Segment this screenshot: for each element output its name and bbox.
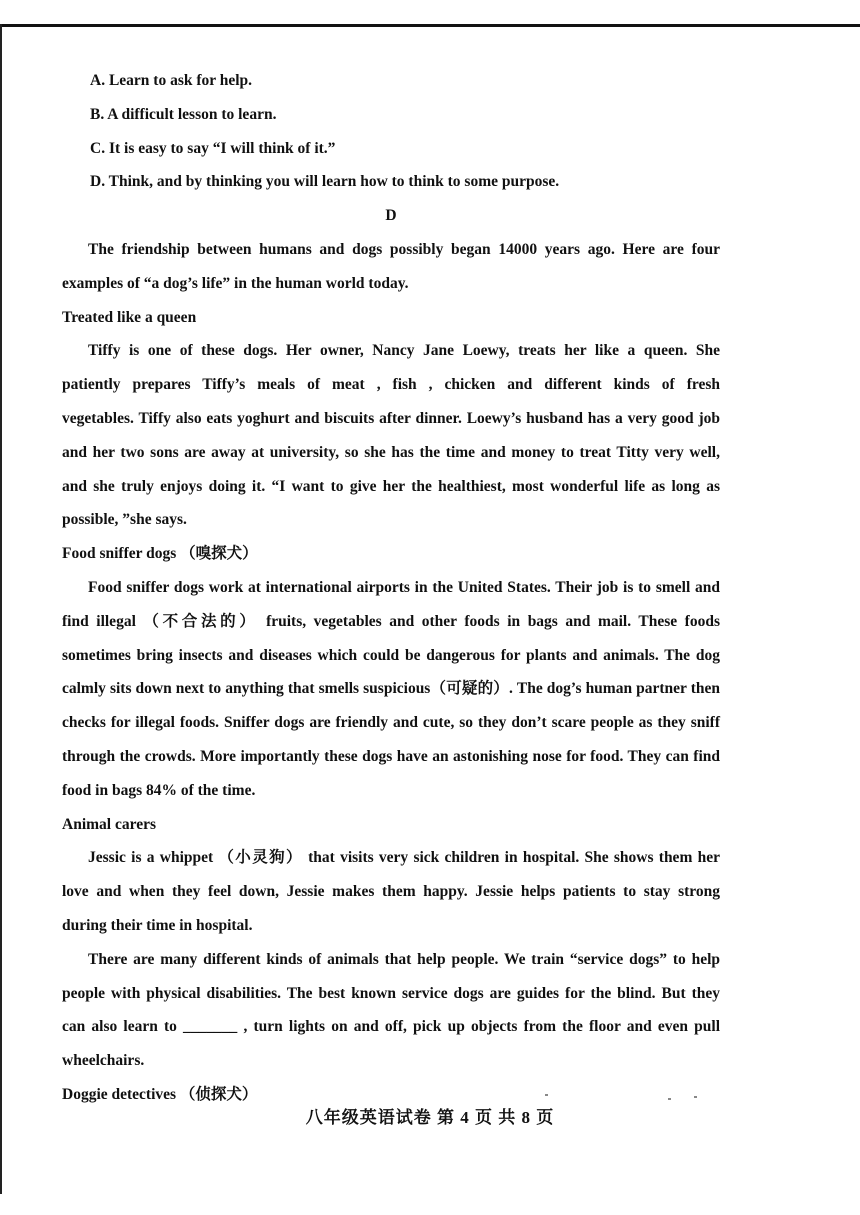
paragraph-line: love and when they feel down, Jessie makes them happy. Jessie helps patients to stay strong [62, 883, 720, 901]
scan-speck [694, 1096, 697, 1098]
paragraph-line: find illegal （不合法的） fruits, vegetables and other foods in bags and mail. These foods [62, 612, 720, 630]
paragraph-line: Tiffy is one of these dogs. Her owner, Nancy Jane Loewy, treats her like a queen. She [88, 342, 720, 360]
top-border [0, 24, 860, 27]
paragraph-line: can also learn to _______ , turn lights on and off, pick up objects from the floor and even pull [62, 1018, 720, 1036]
paragraph-line: calmly sits down next to anything that smells suspicious（可疑的）. The dog’s human partner then [62, 680, 720, 698]
paragraph-line: and her two sons are away at university, so she has the time and money to treat Titty very well, [62, 443, 720, 461]
scan-speck [545, 1094, 548, 1096]
option-c: C. It is easy to say “I will think of it.” [90, 139, 336, 157]
page-footer: 八年级英语试卷 第 4 页 共 8 页 [305, 1108, 555, 1127]
paragraph-line: sometimes bring insects and diseases which could be dangerous for plants and animals. The dog [62, 646, 720, 664]
subheading-sniffer: Food sniffer dogs （嗅探犬） [62, 545, 258, 563]
paragraph-line: patiently prepares Tiffy’s meals of meat , fish , chicken and different kinds of fresh [62, 376, 720, 394]
option-a: A. Learn to ask for help. [90, 72, 253, 89]
paragraph-line: during their time in hospital. [62, 916, 253, 934]
paragraph-line: possible, ”she says. [62, 511, 187, 529]
section-heading: D [385, 207, 397, 225]
paragraph-line: and she truly enjoys doing it. “I want to give her the healthiest, most wonderful life as long as [62, 477, 720, 495]
subheading-queen: Treated like a queen [62, 308, 197, 326]
paragraph-line: vegetables. Tiffy also eats yoghurt and biscuits after dinner. Loewy’s husband has a very good job [62, 409, 720, 427]
intro-line: examples of “a dog’s life” in the human world today. [62, 274, 409, 292]
subheading-detectives: Doggie detectives （侦探犬） [62, 1085, 258, 1103]
paragraph-line: through the crowds. More importantly these dogs have an astonishing nose for food. They can find [62, 747, 720, 765]
intro-line: The friendship between humans and dogs possibly began 14000 years ago. Here are four [88, 240, 720, 258]
option-b: B. A difficult lesson to learn. [90, 105, 277, 123]
paragraph-line: checks for illegal foods. Sniffer dogs are friendly and cute, so they don’t scare people as they sniff [62, 714, 720, 732]
paragraph-line: Food sniffer dogs work at international airports in the United States. Their job is to smell and [88, 578, 720, 596]
exam-page [62, 64, 720, 1112]
paragraph-line: Jessic is a whippet （小灵狗） that visits very sick children in hospital. She shows them her [88, 849, 720, 867]
left-border [0, 24, 2, 1194]
scan-speck [668, 1098, 671, 1100]
paragraph-line: There are many different kinds of animals that help people. We train “service dogs” to help [88, 950, 720, 968]
option-d: D. Think, and by thinking you will learn how to think to some purpose. [90, 173, 560, 191]
subheading-carers: Animal carers [62, 815, 156, 833]
paragraph-line: food in bags 84% of the time. [62, 781, 256, 799]
paragraph-line: people with physical disabilities. The best known service dogs are guides for the blind. But they [62, 984, 720, 1002]
paragraph-line: wheelchairs. [62, 1052, 145, 1070]
